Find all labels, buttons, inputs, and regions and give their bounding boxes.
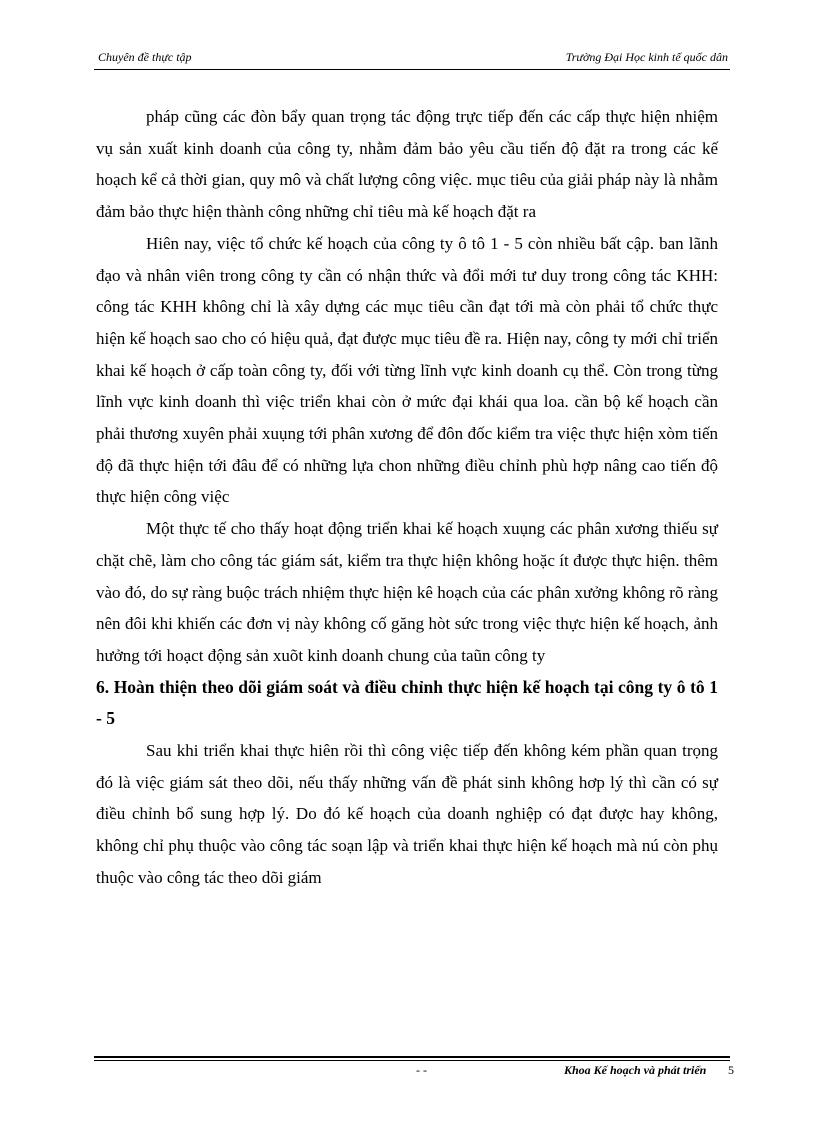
page-footer <box>94 1061 736 1079</box>
footer-page-dash: - - <box>416 1063 427 1077</box>
footer-rule-thick <box>94 1056 730 1058</box>
body-paragraph-3: Một thực tế cho thấy hoạt động triển khai kế hoạch xuụng các phân xương thiếu sự chặt chẽ, làm cho công tác giám sát, kiểm tra thực hiện không hoặc ít được thực hiện. thêm vào đó, do sự ràng buộc trách nhiệm thực hiện kê hoạch của các phân xưởng không rõ ràng nên đôi khi khiến các đơn vị này không cố găng hòt sức trong việc thực hiện kế hoạch, ảnh hưởng tới hoạct động sản xuõt kinh doanh chung của taũn công ty <box>96 519 718 665</box>
header-university: Trường Đại Học kinh tế quốc dân <box>565 50 728 64</box>
section-heading: 6. Hoàn thiện theo dõi giám soát và điều chỉnh thực hiện kế hoạch tại công ty ô tô 1 - 5 <box>96 676 718 729</box>
section-paragraph: Sau khi triển khai thực hiên rồi thì công việc tiếp đến không kém phần quan trọng đó là việc giám sát theo dõi, nếu thấy những vấn đề phát sinh không hơp lý thì cần có sự điều chỉnh bổ sung hợp lý. Do đó kế hoạch của doanh nghiệp có đạt được hay không, không chỉ phụ thuộc vào công tác soạn lập và triển khai thực hiện kế hoạch mà nú còn phụ thuộc vào công tác theo dõi giám <box>96 741 718 887</box>
header-rule <box>94 69 730 70</box>
page-content <box>96 101 718 894</box>
footer-department: Khoa Kế hoạch và phát triển <box>564 1063 707 1077</box>
page-number: 5 <box>728 1063 734 1077</box>
body-paragraph-2: Hiên nay, việc tổ chức kế hoạch của công ty ô tô 1 - 5 còn nhiều bất cập. ban lãnh đạo và nhân viên trong công ty cần có nhận thức và đổi mới tư duy trong công tác KHH: công tác KHH không chỉ là xây dựng các mục tiêu cần đạt tới mà còn phải tổ chức thực hiện kế hoạch sao cho có hiệu quả, đạt được mục tiêu đề ra. Hiện nay, công ty mới chỉ triển khai kế hoạch ở cấp toàn công ty, đối với từng lĩnh vực kinh doanh cụ thể. Còn trong từng lĩnh vực kinh doanh thì việc triển khai còn ở mức đại khái qua loa. cần bộ kế hoạch cần phải thương xuyên phải xuụng tới phân xương để đôn đốc kiểm tra việc thực hiện xòm tiến độ đã thực hiện tới đâu để có những lựa chon những điều chỉnh phù hợp nâng cao tiến độ thực hiện công việc <box>96 233 718 507</box>
page-header <box>94 48 730 68</box>
header-document-type: Chuyên đề thực tập <box>98 50 192 64</box>
body-paragraph-1: pháp cũng các đòn bẩy quan trọng tác động trực tiếp đến các cấp thực hiện nhiệm vụ sản xuất kinh doanh của công ty, nhằm đảm bảo yêu cầu tiến độ đặt ra trong các kế hoạch kể cả thời gian, quy mô và chất lượng công việc. mục tiêu của giải pháp này là nhằm đảm bảo thực hiện thành công những chỉ tiêu mà kế hoạch đặt ra <box>96 107 718 222</box>
